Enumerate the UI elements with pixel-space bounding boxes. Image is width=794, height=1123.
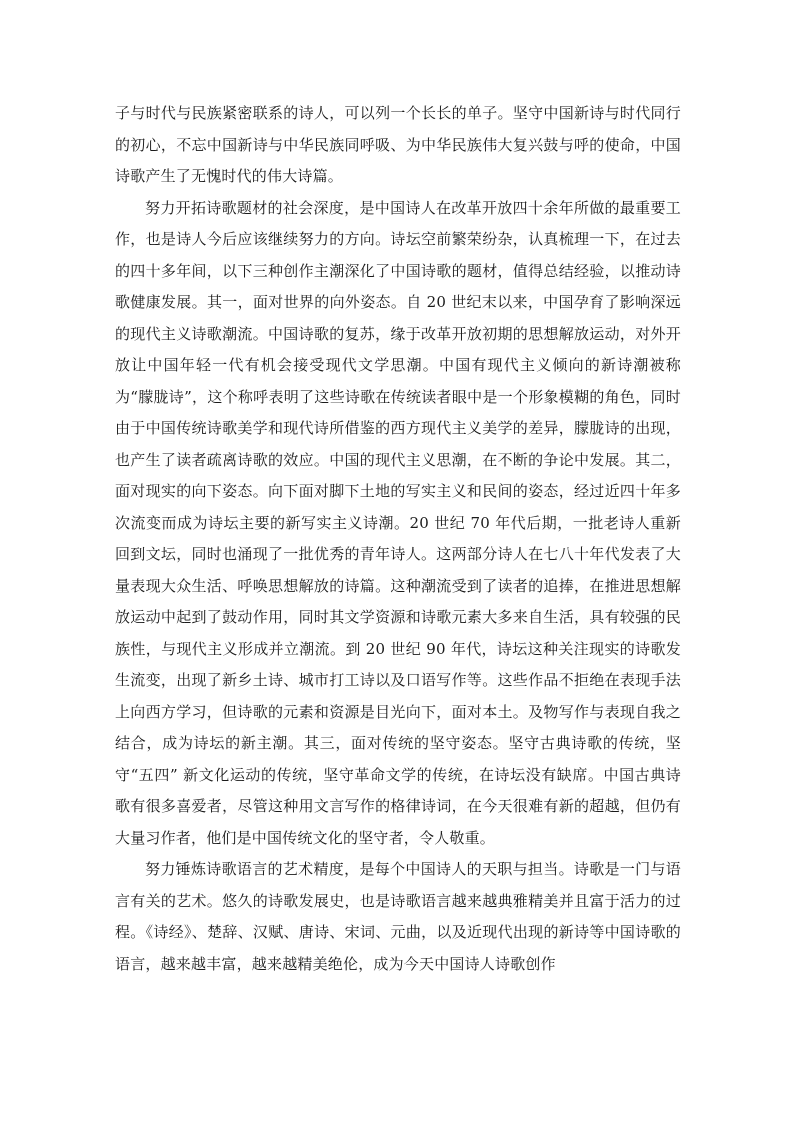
paragraph-2: 努力开拓诗歌题材的社会深度，是中国诗人在改革开放四十余年所做的最重要工作，也是诗人今后应该继续努力的方向。诗坛空前繁荣纷杂，认真梳理一下，在过去的四十多年间，以下三种创作主潮深化了中国诗歌的题材，值得总结经验，以推动诗歌健康发展。其一，面对世界的向外姿态。自 20 世纪末以来，中国孕育了影响深远的现代主义诗歌潮流。中国诗歌的复苏，缘于改革开放初期的思想解放运动，对外开放让中国年轻一代有机会接受现代文学思潮。中国有现代主义倾向的新诗潮被称为“朦胧诗”，这个称呼表明了这些诗歌在传统读者眼中是一个形象模糊的角色，同时由于中国传统诗歌美学和现代诗所借鉴的西方现代主义美学的差异，朦胧诗的出现，也产生了读者疏离诗歌的效应。中国的现代主义思潮，在不断的争论中发展。其二，面对现实的向下姿态。向下面对脚下土地的写实主义和民间的姿态，经过近四十年多次流变而成为诗坛主要的新写实主义诗潮。20 世纪 70 年代后期，一批老诗人重新回到文坛，同时也涌现了一批优秀的青年诗人。这两部分诗人在七八十年代发表了大量表现大众生活、呼唤思想解放的诗篇。这种潮流受到了读者的追捧，在推进思想解放运动中起到了鼓动作用，同时其文学资源和诗歌元素大多来自生活，具有较强的民族性，与现代主义形成并立潮流。到 20 世纪 90 年代，诗坛这种关注现实的诗歌发生流变，出现了新乡土诗、城市打工诗以及口语写作等。这些作品不拒绝在表现手法上向西方学习，但诗歌的元素和资源是目光向下，面对本土。及物写作与表现自我之结合，成为诗坛的新主潮。其三，面对传统的坚守姿态。坚守古典诗歌的传统，坚守“五四” 新文化运动的传统，坚守革命文学的传统，在诗坛没有缺席。中国古典诗歌有很多喜爱者，尽管这种用文言写作的格律诗词，在今天很难有新的超越，但仍有大量习作者，他们是中国传统文化的坚守者，令人敬重。 <box>115 198 681 847</box>
paragraph-1: 子与时代与民族紧密联系的诗人，可以列一个长长的单子。坚守中国新诗与时代同行的初心，不忘中国新诗与中华民族同呼吸、为中华民族伟大复兴鼓与呼的使命，中国诗歌产生了无愧时代的伟大诗篇。 <box>115 104 681 185</box>
paragraph-3: 努力锤炼诗歌语言的艺术精度，是每个中国诗人的天职与担当。诗歌是一门与语言有关的艺术。悠久的诗歌发展史，也是诗歌语言越来越典雅精美并且富于活力的过程。《诗经》、楚辞、汉赋、唐诗、宋词、元曲，以及近现代出现的新诗等中国诗歌的语言，越来越丰富，越来越精美绝伦，成为今天中国诗人诗歌创作 <box>115 860 681 973</box>
document-page <box>115 98 681 980</box>
